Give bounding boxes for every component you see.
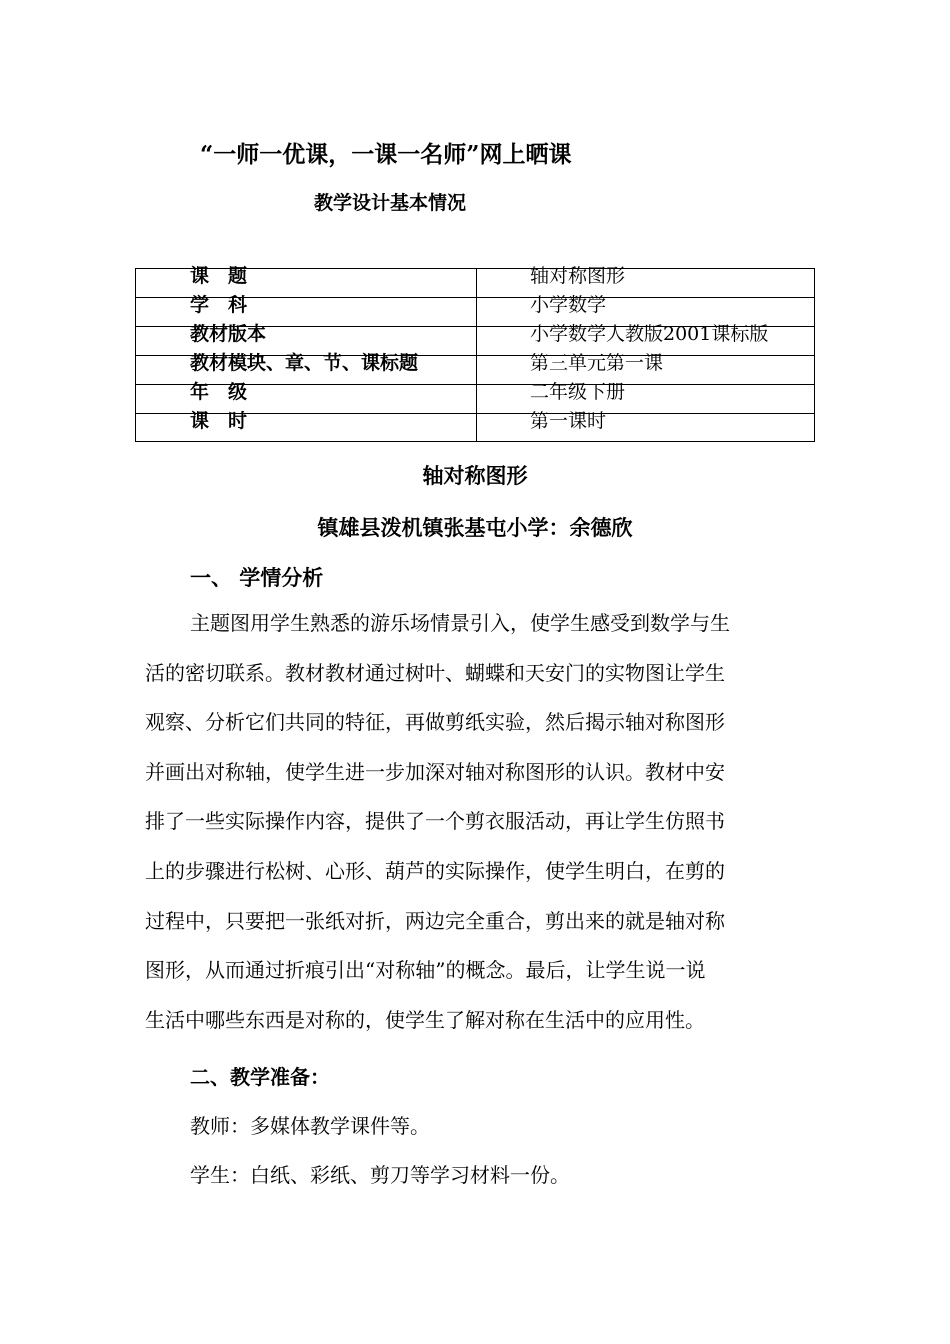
lesson-author: 镇雄县泼机镇张基屯小学：余德欣 — [317, 515, 633, 540]
paragraph-line: 上的步骤进行松树、心形、葫芦的实际操作，使学生明白，在剪的 — [145, 858, 725, 883]
table-row-value: 第三单元第一课 — [530, 352, 664, 374]
table-row-value: 轴对称图形 — [530, 265, 626, 287]
preparation-student: 学生：白纸、彩纸、剪刀等学习材料一份。 — [190, 1163, 570, 1187]
table-row-value: 小学数学人教版2001课标版 — [530, 323, 769, 345]
table-row-label: 教材模块、章、节、课标题 — [190, 352, 419, 374]
lesson-title: 轴对称图形 — [422, 463, 528, 488]
document-subtitle: 教学设计基本情况 — [314, 192, 467, 214]
table-row-label: 学 科 — [190, 294, 248, 316]
paragraph-line: 活的密切联系。教材教材通过树叶、蝴蝶和天安门的实物图让学生 — [145, 660, 725, 685]
info-table — [135, 265, 815, 442]
section-heading-preparation: 二、教学准备： — [190, 1065, 330, 1089]
section-heading-analysis: 一、 学情分析 — [190, 565, 324, 590]
paragraph-line: 生活中哪些东西是对称的，使学生了解对称在生活中的应用性。 — [145, 1007, 705, 1032]
paragraph-line: 排了一些实际操作内容，提供了一个剪衣服活动，再让学生仿照书 — [145, 809, 725, 834]
table-row-value: 二年级下册 — [530, 381, 626, 403]
paragraph-line: 图形，从而通过折痕引出“对称轴”的概念。最后，让学生说一说 — [145, 958, 706, 983]
table-row-label: 教材版本 — [190, 323, 267, 345]
document-title: “一师一优课，一课一名师”网上晒课 — [200, 141, 572, 168]
paragraph-line: 主题图用学生熟悉的游乐场情景引入，使学生感受到数学与生 — [190, 611, 730, 635]
table-row-label: 年 级 — [190, 381, 248, 403]
paragraph-line: 观察、分析它们共同的特征，再做剪纸实验，然后揭示轴对称图形 — [145, 710, 725, 735]
paragraph-line: 过程中，只要把一张纸对折，两边完全重合，剪出来的就是轴对称 — [145, 908, 725, 933]
table-row-value: 第一课时 — [530, 410, 607, 432]
table-row-value: 小学数学 — [530, 294, 607, 316]
preparation-teacher: 教师：多媒体教学课件等。 — [190, 1114, 430, 1138]
table-row-label: 课 题 — [190, 265, 248, 287]
table-row-label: 课 时 — [190, 410, 248, 432]
paragraph-line: 并画出对称轴，使学生进一步加深对轴对称图形的认识。教材中安 — [145, 759, 725, 784]
analysis-paragraph — [145, 599, 805, 1045]
